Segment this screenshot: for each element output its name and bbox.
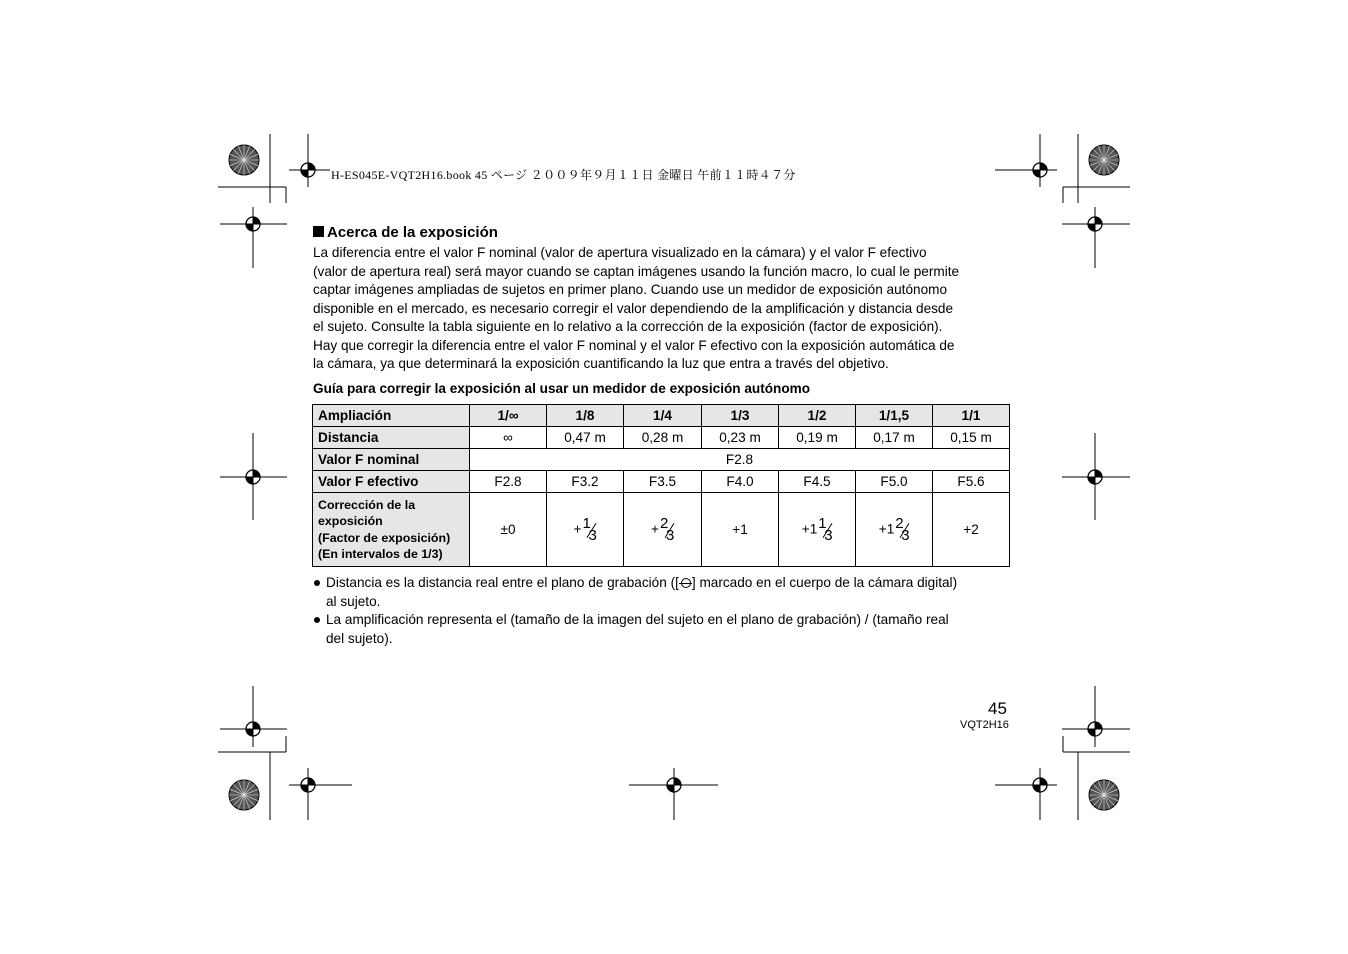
note-text: al sujeto.	[326, 593, 381, 609]
fraction-denominator: 3	[824, 526, 833, 544]
correction-value: +1	[801, 521, 818, 537]
fraction-numerator: 1	[582, 514, 591, 532]
bullet-dot-icon	[314, 617, 320, 623]
table-row-distancia	[313, 427, 1010, 449]
fraction-denominator: 3	[665, 526, 675, 544]
table-caption: Guía para corregir la exposición al usar un medidor de exposición autónomo	[313, 381, 811, 396]
table-cell: F2.8	[470, 449, 1010, 471]
correction-value: ±0	[500, 522, 516, 537]
row-label-line: exposición	[318, 514, 383, 528]
square-bullet-icon	[313, 226, 324, 237]
table-row-correccion	[313, 493, 1010, 567]
table-cell: 1/8	[547, 405, 624, 427]
table-cell: F3.2	[547, 471, 624, 493]
table-cell: 1/1,5	[856, 405, 933, 427]
fraction-numerator: 1	[818, 514, 827, 532]
row-label: Distancia	[313, 427, 470, 449]
row-label: Ampliación	[313, 405, 470, 427]
correction-value: +	[573, 521, 582, 537]
table-cell: 1/1	[933, 405, 1010, 427]
print-header: H-ES045E-VQT2H16.book 45 ページ ２００９年９月１１日 金曜日 午前１１時４７分	[331, 168, 796, 182]
row-label: Valor F efectivo	[313, 471, 470, 493]
intro-line: la cámara, ya que determinará la exposición cuantificando la luz que entra a través del objetivo.	[313, 356, 889, 371]
focal-plane-icon	[679, 577, 692, 589]
table-cell	[933, 493, 1010, 567]
table-cell	[624, 493, 702, 567]
intro-paragraph	[313, 244, 1013, 374]
note-text: La amplificación representa el (tamaño de la imagen del sujeto en el plano de grabación) / (tamaño real	[326, 612, 949, 627]
table-cell: 1/3	[702, 405, 779, 427]
fraction	[817, 514, 833, 544]
table-cell	[702, 493, 779, 567]
fraction	[581, 514, 597, 544]
document-code: VQT2H16	[960, 719, 1009, 731]
page-number: 45	[988, 699, 1007, 718]
section-title	[313, 224, 498, 241]
table-cell: 0,23 m	[702, 427, 779, 449]
intro-line: Hay que corregir la diferencia entre el valor F nominal y el valor F efectivo con la exposición automática de	[313, 337, 955, 353]
fraction	[894, 514, 910, 544]
exposure-table	[312, 404, 1010, 567]
list-item	[313, 611, 1013, 648]
table-cell: F4.0	[702, 471, 779, 493]
table-cell: ∞	[470, 427, 547, 449]
fraction	[659, 514, 675, 544]
table-cell	[779, 493, 856, 567]
intro-line: (valor de apertura real) será mayor cuando se captan imágenes usando la función macro, lo cual le permite	[313, 263, 960, 279]
table-cell: 0,15 m	[933, 427, 1010, 449]
row-label-line: (En intervalos de 1/3)	[318, 547, 443, 561]
table-cell: 0,19 m	[779, 427, 856, 449]
table-cell: F5.0	[856, 471, 933, 493]
correction-value: +	[651, 521, 659, 537]
intro-line: el sujeto. Consulte la tabla siguiente en lo relativo a la corrección de la exposición (factor de exposición).	[313, 319, 943, 334]
note-text: ] marcado en el cuerpo de la cámara digital)	[691, 575, 958, 590]
table-cell: F2.8	[470, 471, 547, 493]
fraction-denominator: 3	[588, 526, 597, 544]
intro-line: La diferencia entre el valor F nominal (valor de apertura visualizado en la cámara) y el valor F efectivo	[313, 245, 927, 260]
table-cell: F4.5	[779, 471, 856, 493]
table-cell	[470, 493, 547, 567]
table-row-valor-f-efectivo	[313, 471, 1010, 493]
note-text: Distancia es la distancia real entre el plano de grabación ([	[326, 575, 679, 590]
table-row-valor-f-nominal	[313, 449, 1010, 471]
table-cell	[547, 493, 624, 567]
table-cell: 0,17 m	[856, 427, 933, 449]
table-cell: F5.6	[933, 471, 1010, 493]
table-row-ampliacion	[313, 405, 1010, 427]
correction-value: +2	[963, 522, 979, 537]
note-text: del sujeto).	[326, 630, 393, 646]
row-label-line: (Factor de exposición)	[318, 530, 451, 545]
bullet-dot-icon	[314, 580, 320, 586]
table-cell: 1/∞	[470, 405, 547, 427]
correction-value: +1	[878, 521, 895, 537]
row-label-line: Corrección de la	[318, 497, 416, 512]
table-cell: 1/2	[779, 405, 856, 427]
row-label	[313, 493, 470, 567]
notes-list	[313, 574, 1013, 648]
fraction-numerator: 2	[659, 514, 669, 532]
table-cell: 1/4	[624, 405, 702, 427]
section-title-text: Acerca de la exposición	[327, 224, 498, 241]
fraction-numerator: 2	[895, 514, 904, 532]
intro-line: captar imágenes ampliadas de sujetos en primer plano. Cuando use un medidor de exposición autónomo	[313, 282, 948, 297]
list-item	[313, 574, 1013, 611]
table-cell: 0,47 m	[547, 427, 624, 449]
table-cell: F3.5	[624, 471, 702, 493]
correction-value: +1	[732, 522, 748, 537]
table-cell	[856, 493, 933, 567]
table-cell: 0,28 m	[624, 427, 702, 449]
row-label: Valor F nominal	[313, 449, 470, 471]
fraction-denominator: 3	[901, 526, 910, 544]
intro-line: disponible en el mercado, es necesario corregir el valor dependiendo de la amplificación y distancia desde	[313, 300, 954, 316]
